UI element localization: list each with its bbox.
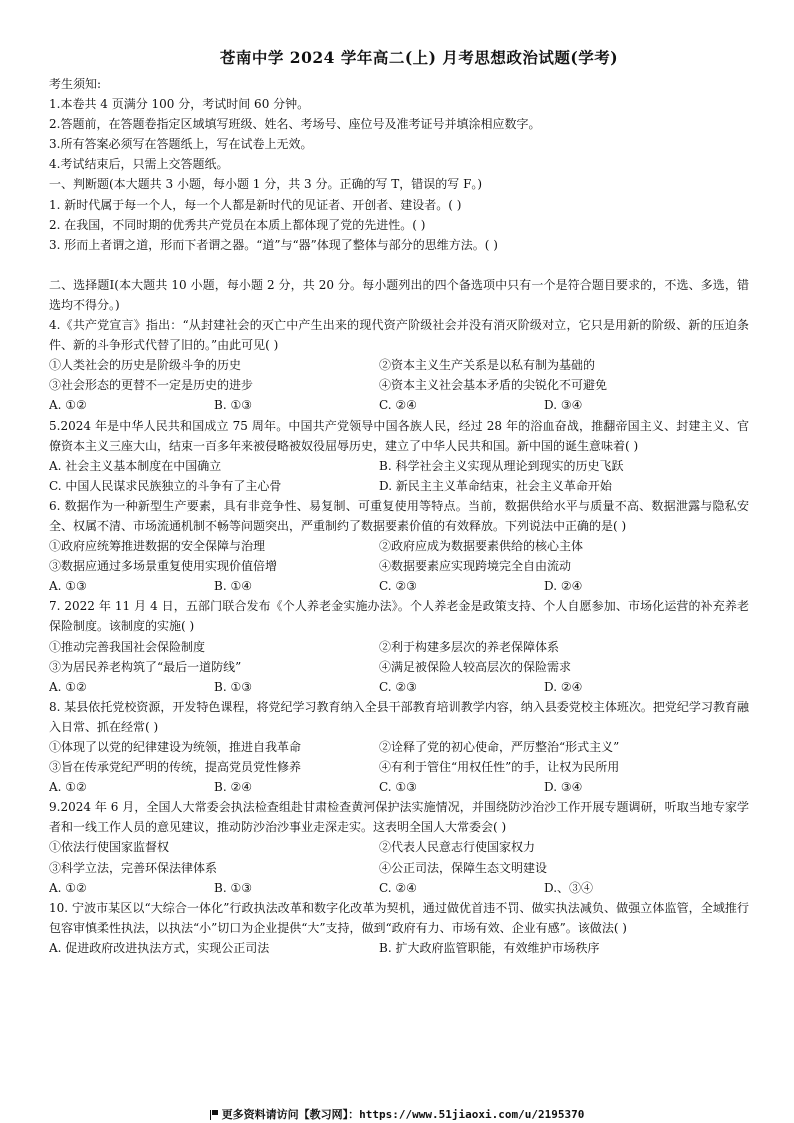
option-2: ②政府应成为数据要素供给的核心主体 — [379, 539, 584, 554]
choice-c: C. ②③ — [379, 579, 417, 594]
notice-item: 3.所有答案必须写在答题纸上，写在试卷上无效。 — [49, 137, 313, 152]
question-5-choices-row — [49, 456, 749, 476]
notice-header: 考生须知: — [49, 77, 102, 91]
question-10-choices-row — [49, 938, 749, 958]
option-1: ①推动完善我国社会保险制度 — [49, 639, 206, 654]
question-4-stem: 4.《共产党宣言》指出：“从封建社会的灭亡中产生出来的现代资产阶级社会并没有消灭阶级对立，它只是用新的阶级、新的压迫条件、新的斗争形式代替了旧的。”由此可见( ) — [49, 318, 749, 353]
part1-header: 一、判断题(本大题共 3 小题，每小题 1 分，共 3 分。正确的写 T，错误的写 F。) — [49, 177, 483, 192]
question-4-options-row — [49, 355, 749, 375]
question-9-options-row — [49, 858, 749, 878]
choice-c: C. ②④ — [379, 880, 417, 895]
choice-a: A. ①② — [49, 880, 87, 895]
question-7-stem: 7. 2022 年 11 月 4 日，五部门联合发布《个人养老金实施办法》。个人养老金是政策支持、个人自愿参加、市场化运营的补充养老保险制度。该制度的实施( ) — [49, 599, 749, 634]
choice-a: A. ①② — [49, 780, 87, 795]
exam-page — [49, 46, 749, 958]
choice-a: A. 社会主义基本制度在中国确立 — [49, 458, 222, 473]
choice-b: B. ①③ — [214, 679, 252, 694]
flag-icon — [210, 1110, 218, 1119]
question-9-options-row — [49, 837, 749, 857]
question-6-stem: 6. 数据作为一种新型生产要素，具有非竞争性、易复制、可重复使用等特点。当前，数据供给水平与质量不高、数据泄露与隐私安全、权属不清、市场流通机制不畅等问题突出，严重制约了数据要素价值的有效释放。下列说法中正确的是( ) — [49, 498, 749, 533]
question-9-stem: 9.2024 年 6 月，全国人大常委会执法检查组赴甘肃检查黄河保护法实施情况，并围绕防沙治沙工作开展专题调研，听取当地专家学者和一线工作人员的意见建议，推动防沙治沙事业走深走实。这表明全国人大常委会( ) — [49, 800, 749, 835]
judge-item-1: 1. 新时代属于每一个人，每一个人都是新时代的见证者、开创者、建设者。( ) — [49, 197, 462, 212]
choice-a: A. 促进政府改进执法方式，实现公正司法 — [49, 940, 270, 955]
choice-d: D.、③④ — [544, 880, 594, 895]
judge-item-3: 3. 形而上者谓之道，形而下者谓之器。“道”与“器”体现了整体与部分的思维方法。( ) — [49, 237, 498, 252]
option-1: ①体现了以党的纪律建设为统领，推进自我革命 — [49, 740, 302, 754]
option-2: ②诠释了党的初心使命，严厉整治“形式主义” — [379, 740, 620, 754]
option-1: ①政府应统筹推进数据的安全保障与治理 — [49, 539, 266, 554]
choice-b: B. ②④ — [214, 780, 252, 795]
option-4: ④有利于管住“用权任性”的手，让权为民所用 — [379, 760, 620, 775]
choice-a: A. ①② — [49, 398, 87, 413]
choice-a: A. ①③ — [49, 579, 87, 594]
question-4-choices — [49, 395, 749, 415]
page-title: 苍南中学 2024 学年高二(上) 月考思想政治试题(学考) — [219, 48, 619, 67]
choice-c: C. ②④ — [379, 398, 417, 413]
option-3: ③社会形态的更替不一定是历史的进步 — [49, 378, 254, 393]
option-2: ②资本主义生产关系是以私有制为基础的 — [379, 358, 596, 373]
choice-c: C. ①③ — [379, 780, 417, 795]
question-9-choices — [49, 878, 749, 898]
option-1: ①人类社会的历史是阶级斗争的历史 — [49, 358, 242, 373]
question-7-choices — [49, 677, 749, 697]
question-8-choices — [49, 777, 749, 797]
option-3: ③数据应通过多场景重复使用实现价值倍增 — [49, 559, 278, 574]
choice-d: D. ②④ — [544, 579, 583, 594]
question-8-options-row — [49, 737, 749, 757]
notice-item: 4.考试结束后，只需上交答题纸。 — [49, 157, 229, 172]
question-6-options-row — [49, 556, 749, 576]
question-4-options-row — [49, 375, 749, 395]
choice-b: B. 科学社会主义实现从理论到现实的历史飞跃 — [379, 458, 624, 473]
question-6-choices — [49, 576, 749, 596]
option-3: ③旨在传承党纪严明的传统，提高党员党性修养 — [49, 760, 302, 775]
choice-b: B. ①③ — [214, 880, 252, 895]
option-3: ③为居民养老构筑了“最后一道防线” — [49, 659, 242, 674]
spacer — [49, 255, 749, 275]
option-3: ③科学立法，完善环保法律体系 — [49, 860, 218, 875]
choice-d: D. ②④ — [544, 679, 583, 694]
notice-item: 1.本卷共 4 页满分 100 分，考试时间 60 分钟。 — [49, 97, 310, 112]
choice-d: D. 新民主主义革命结束，社会主义革命开始 — [379, 478, 612, 493]
option-4: ④公正司法，保障生态文明建设 — [379, 860, 548, 875]
question-10-stem: 10. 宁波市某区以“大综合一体化”行政执法改革和数字化改革为契机，通过做优首违不罚、做实执法减负、做强立体监管，全域推行包容审慎柔性执法，以执法“小”切口为企业提供“大”支持，做到“政府有力、市场有效、企业有感”。该做法( ) — [49, 900, 749, 935]
option-4: ④资本主义社会基本矛盾的尖锐化不可避免 — [379, 378, 608, 393]
choice-a: A. ①② — [49, 679, 87, 694]
choice-d: D. ③④ — [544, 398, 583, 413]
choice-b: B. ①③ — [214, 398, 252, 413]
choice-b: B. 扩大政府监管职能，有效维护市场秩序 — [379, 940, 600, 955]
question-8-options-row — [49, 757, 749, 777]
choice-c: C. 中国人民谋求民族独立的斗争有了主心骨 — [49, 478, 282, 493]
option-4: ④满足被保险人较高层次的保险需求 — [379, 659, 572, 674]
question-7-options-row — [49, 657, 749, 677]
option-4: ④数据要素应实现跨境完全自由流动 — [379, 559, 572, 574]
question-6-options-row — [49, 536, 749, 556]
question-5-stem: 5.2024 年是中华人民共和国成立 75 周年。中国共产党领导中国各族人民，经过 28 年的浴血奋战，推翻帝国主义、封建主义、官僚资本主义三座大山，结束一百多年来被侵略被奴役屈辱历史，建立了中华人民共和国。新中国的诞生意味着( ) — [49, 418, 749, 453]
option-2: ②代表人民意志行使国家权力 — [379, 840, 536, 855]
question-5-choices-row — [49, 476, 749, 496]
question-8-stem: 8. 某县依托党校资源，开发特色课程，将党纪学习教育纳入全县干部教育培训教学内容，纳入县委党校主体班次。把党纪学习教育融入日常、抓在经常( ) — [49, 699, 749, 734]
option-2: ②利于构建多层次的养老保障体系 — [379, 639, 560, 654]
choice-c: C. ②③ — [379, 679, 417, 694]
question-7-options-row — [49, 637, 749, 657]
choice-b: B. ①④ — [214, 579, 252, 594]
judge-item-2: 2. 在我国，不同时期的优秀共产党员在本质上都体现了党的先进性。( ) — [49, 217, 426, 232]
option-1: ①依法行使国家监督权 — [49, 840, 170, 855]
footer-text[interactable]: 更多资料请访问【教习网】：https://www.51jiaoxi.com/u/2195370 — [221, 1108, 585, 1121]
part2-header: 二、选择题Ⅰ(本大题共 10 小题，每小题 2 分，共 20 分。每小题列出的四个备选项中只有一个是符合题目要求的，不选、多选，错选均不得分。) — [49, 277, 749, 312]
choice-d: D. ③④ — [544, 780, 583, 795]
footer-link[interactable] — [0, 1106, 794, 1122]
notice-item: 2.答题前，在答题卷指定区域填写班级、姓名、考场号、座位号及准考证号并填涂相应数字。 — [49, 117, 541, 132]
